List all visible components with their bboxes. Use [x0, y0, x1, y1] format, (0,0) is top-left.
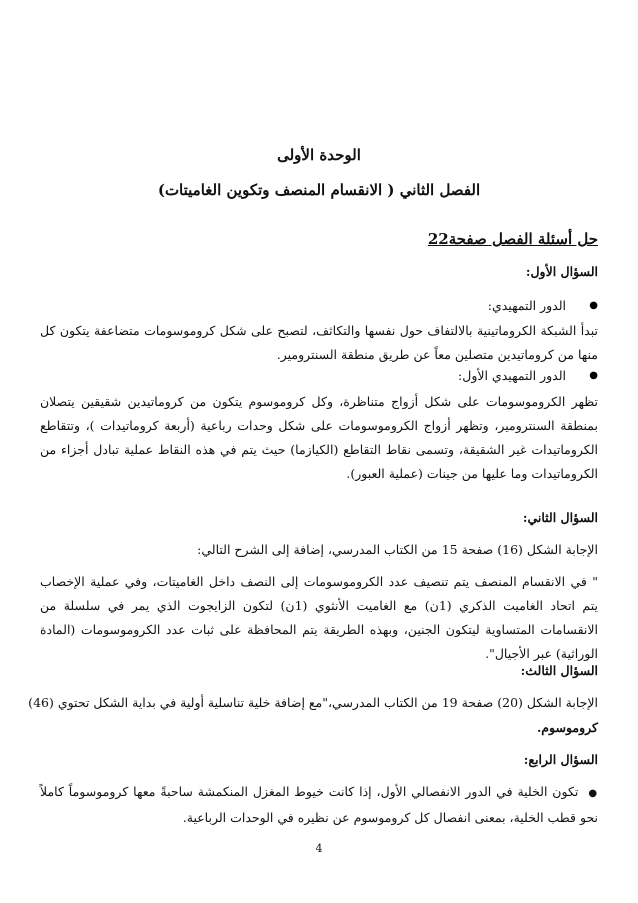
bullet-icon: ●	[588, 788, 598, 799]
bullet-icon: ●	[589, 370, 598, 381]
question-3-label: السؤال الثالث:	[520, 663, 598, 678]
q2-intro: الإجابة الشكل (16) صفحة 15 من الكتاب المدرسي، إضافة إلى الشرح التالي:	[197, 542, 598, 557]
q1-item-1-text: تبدأ الشبكة الكروماتينية بالالتفاف حول نفسها والتكاثف، لتصبح على شكل كروموسومات متضاعفة يتكون كل منها من كروماتيدين متصلين معاً عن طريق منطقة السنترومير.	[40, 323, 598, 362]
q1-item-1-title: ● الدور التمهيدي:	[40, 294, 598, 318]
page-number: 4	[315, 842, 323, 855]
q3-text-bold: كروموسوم.	[536, 720, 598, 735]
bullet-icon: ●	[589, 300, 598, 311]
q1-item-2-text: تظهر الكروموسومات على شكل أزواج متناظرة، وكل كروموسوم يتكون من كروماتيدين شقيقين يتصلان بمنطقة السنترومير، وتظهر أزواج الكروموسومات على شكل وحدات رباعية (أربعة كروماتيدات )، وتتقاطع الكروماتيدات غير الشقيقة، وتسمى نقاط التقاطع (الكيازما) حيث يتم في هذه النقاط عملية تبادل أجزاء من الكروماتيدات وما عليها من جينات (عملية العبور).	[40, 394, 598, 481]
question-2-label: السؤال الثاني:	[522, 510, 598, 525]
q2-text: " في الانقسام المنصف يتم تنصيف عدد الكروموسومات إلى النصف داخل الغاميتات، وفي عملية الإخصاب يتم اتحاد الغاميت الذكري (1ن) مع الغاميت الأنثوي (1ن) لتكون الزايجوت الذي يمر في سلسلة من الانقسامات المتساوية ليتكون الجنين، وبهذه الطريقة يتم المحافظة على ثبات عدد الكروموسومات (المادة الوراثية) عبر الأجيال".	[40, 574, 598, 661]
chapter-title: الفصل الثاني ( الانقسام المنصف وتكوين الغاميتات)	[157, 181, 481, 199]
q4-item-1: ●تكون الخلية في الدور الانفصالي الأول، إذا كانت خيوط المغزل المنكمشة ساحبةً معها كروموسوماً كاملاً نحو قطب الخلية، بمعنى انفصال كل كروموسوم عن نظيره في الوحدات الرباعية.	[40, 784, 598, 825]
q1-item-2-title: ● الدور التمهيدي الأول:	[40, 364, 598, 388]
question-1-label: السؤال الأول:	[525, 264, 598, 279]
unit-title: الوحدة الأولى	[277, 146, 361, 164]
q3-text: الإجابة الشكل (20) صفحة 19 من الكتاب المدرسي،"مع إضافة خلية تناسلية أولية في بداية الشكل تحتوي (46)	[28, 695, 598, 710]
question-4-label: السؤال الرابع:	[523, 752, 598, 767]
answers-heading: حل أسئلة الفصل صفحة22	[427, 230, 598, 248]
